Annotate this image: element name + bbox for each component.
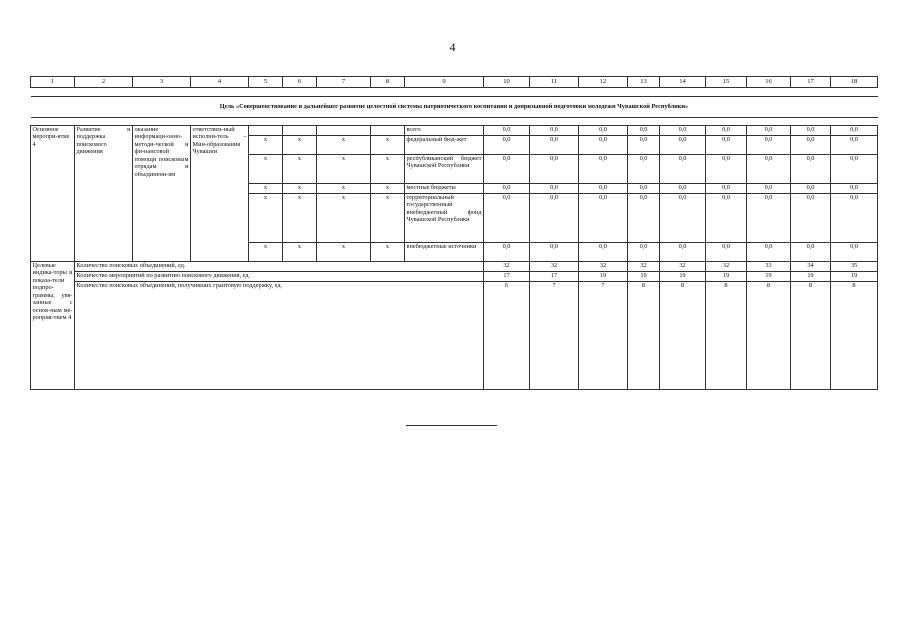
budget-code-cell <box>283 126 317 136</box>
funding-value: 0,0 <box>747 194 791 243</box>
funding-value: 0,0 <box>484 136 530 155</box>
header-cell: 1 <box>31 77 75 88</box>
budget-code-cell: x <box>371 184 405 194</box>
funding-source: внебюджетные источники <box>405 243 484 262</box>
funding-value: 0,0 <box>484 126 530 136</box>
budget-code-cell <box>249 126 283 136</box>
indicator-value: 19 <box>791 272 831 282</box>
indicator-name: Количество мероприятий по развитию поискового движения, ед. <box>75 272 484 282</box>
budget-code-cell: x <box>249 184 283 194</box>
funding-value: 0,0 <box>530 243 579 262</box>
indicator-value: 32 <box>530 262 579 272</box>
funding-source: федеральный бюд-жет <box>405 136 484 155</box>
funding-value: 0,0 <box>791 126 831 136</box>
funding-value: 0,0 <box>747 184 791 194</box>
indicator-value: 19 <box>831 272 878 282</box>
budget-code-cell: x <box>283 194 317 243</box>
indicator-value: 17 <box>530 272 579 282</box>
header-cell: 17 <box>791 77 831 88</box>
funding-value: 0,0 <box>628 126 660 136</box>
header-cell: 11 <box>530 77 579 88</box>
funding-row <box>31 126 878 136</box>
header-cell: 18 <box>831 77 878 88</box>
funding-value: 0,0 <box>706 136 747 155</box>
funding-value: 0,0 <box>579 243 628 262</box>
header-cell: 15 <box>706 77 747 88</box>
indicators-label: Целевые индика-торы и показа-тели подпро-граммы, увя-занные с основ-ным ме-роприя-тием 4 <box>31 262 75 390</box>
indicator-value: 6 <box>484 282 530 390</box>
header-cell: 10 <box>484 77 530 88</box>
indicator-name: Количество поисковых объединений, получивших грантовую поддержку, ед. <box>75 282 484 390</box>
funding-value: 0,0 <box>831 126 878 136</box>
indicator-value: 33 <box>747 262 791 272</box>
budget-code-cell: x <box>317 155 371 184</box>
indicator-value: 32 <box>579 262 628 272</box>
indicator-value: 7 <box>579 282 628 390</box>
funding-value: 0,0 <box>831 243 878 262</box>
indicator-row <box>31 262 878 272</box>
goal-title: Цель «Совершенствование и дальнейшее развитие целостной системы патриотического воспитания и допризывной подготовки молодежи Чувашской Республики» <box>31 97 878 118</box>
funding-value: 0,0 <box>628 136 660 155</box>
program-table <box>30 76 878 390</box>
budget-code-cell: x <box>249 243 283 262</box>
funding-source: республиканский бюджет Чувашской Республики <box>405 155 484 184</box>
funding-value: 0,0 <box>747 155 791 184</box>
indicator-value: 32 <box>660 262 706 272</box>
budget-code-cell: x <box>249 194 283 243</box>
indicator-value: 8 <box>660 282 706 390</box>
funding-value: 0,0 <box>628 155 660 184</box>
budget-code-cell: x <box>371 194 405 243</box>
budget-code-cell: x <box>283 184 317 194</box>
indicator-value: 32 <box>628 262 660 272</box>
funding-value: 0,0 <box>706 155 747 184</box>
funding-value: 0,0 <box>831 136 878 155</box>
funding-value: 0,0 <box>660 194 706 243</box>
budget-code-cell: x <box>317 194 371 243</box>
funding-value: 0,0 <box>791 243 831 262</box>
funding-value: 0,0 <box>831 155 878 184</box>
funding-source: всего <box>405 126 484 136</box>
budget-code-cell: x <box>317 243 371 262</box>
funding-value: 0,0 <box>831 194 878 243</box>
funding-source: территориальный государственный внебюджетный фонд Чувашской Республики <box>405 194 484 243</box>
budget-code-cell: x <box>317 136 371 155</box>
indicator-value: 19 <box>747 272 791 282</box>
funding-value: 0,0 <box>706 194 747 243</box>
header-cell: 13 <box>628 77 660 88</box>
header-cell: 12 <box>579 77 628 88</box>
funding-value: 0,0 <box>484 184 530 194</box>
funding-value: 0,0 <box>579 126 628 136</box>
budget-code-cell: x <box>283 155 317 184</box>
indicator-value: 19 <box>706 272 747 282</box>
header-cell: 9 <box>405 77 484 88</box>
funding-value: 0,0 <box>579 194 628 243</box>
event-name: Развитие и поддержка поискового движения <box>75 126 133 262</box>
indicator-value: 8 <box>747 282 791 390</box>
event-title: Основное меропри-ятие 4 <box>31 126 75 262</box>
funding-value: 0,0 <box>660 136 706 155</box>
end-separator-line <box>406 425 497 426</box>
indicator-value: 19 <box>628 272 660 282</box>
budget-code-cell: x <box>371 243 405 262</box>
indicator-value: 8 <box>706 282 747 390</box>
spacer <box>31 118 878 126</box>
indicator-row <box>31 282 878 390</box>
funding-value: 0,0 <box>831 184 878 194</box>
indicator-name: Количество поисковых объединений, ед. <box>75 262 484 272</box>
event-executor: ответствен-ный исполни-тель – Мин-образования Чувашии <box>191 126 249 262</box>
indicator-value: 19 <box>579 272 628 282</box>
funding-value: 0,0 <box>484 155 530 184</box>
header-cell: 5 <box>249 77 283 88</box>
indicator-value: 8 <box>831 282 878 390</box>
funding-value: 0,0 <box>530 155 579 184</box>
funding-value: 0,0 <box>791 184 831 194</box>
indicator-value: 35 <box>831 262 878 272</box>
header-cell: 8 <box>371 77 405 88</box>
funding-value: 0,0 <box>628 243 660 262</box>
funding-value: 0,0 <box>747 243 791 262</box>
indicator-value: 32 <box>706 262 747 272</box>
funding-value: 0,0 <box>628 184 660 194</box>
funding-value: 0,0 <box>660 184 706 194</box>
page-number: 4 <box>449 40 456 54</box>
indicator-value: 7 <box>530 282 579 390</box>
indicator-value: 34 <box>791 262 831 272</box>
indicator-row <box>31 272 878 282</box>
budget-code-cell: x <box>283 136 317 155</box>
indicator-value: 19 <box>660 272 706 282</box>
funding-value: 0,0 <box>660 243 706 262</box>
funding-value: 0,0 <box>791 194 831 243</box>
budget-code-cell: x <box>249 136 283 155</box>
budget-code-cell: x <box>371 155 405 184</box>
funding-source: местные бюджеты <box>405 184 484 194</box>
funding-value: 0,0 <box>747 126 791 136</box>
header-cell: 6 <box>283 77 317 88</box>
funding-value: 0,0 <box>660 126 706 136</box>
funding-value: 0,0 <box>484 194 530 243</box>
indicator-value: 32 <box>484 262 530 272</box>
funding-value: 0,0 <box>791 155 831 184</box>
funding-value: 0,0 <box>579 136 628 155</box>
funding-value: 0,0 <box>484 243 530 262</box>
funding-value: 0,0 <box>706 184 747 194</box>
header-cell: 16 <box>747 77 791 88</box>
budget-code-cell: x <box>317 184 371 194</box>
funding-value: 0,0 <box>628 194 660 243</box>
header-cell: 2 <box>75 77 133 88</box>
budget-code-cell <box>317 126 371 136</box>
header-cell: 14 <box>660 77 706 88</box>
header-cell: 4 <box>191 77 249 88</box>
funding-value: 0,0 <box>530 194 579 243</box>
funding-value: 0,0 <box>791 136 831 155</box>
budget-code-cell: x <box>283 243 317 262</box>
budget-code-cell: x <box>249 155 283 184</box>
header-cell: 3 <box>133 77 191 88</box>
indicator-value: 8 <box>791 282 831 390</box>
funding-value: 0,0 <box>579 184 628 194</box>
budget-code-cell: x <box>371 136 405 155</box>
funding-value: 0,0 <box>579 155 628 184</box>
funding-value: 0,0 <box>660 155 706 184</box>
indicator-value: 17 <box>484 272 530 282</box>
budget-code-cell <box>371 126 405 136</box>
funding-value: 0,0 <box>530 184 579 194</box>
header-cell: 7 <box>317 77 371 88</box>
funding-value: 0,0 <box>530 126 579 136</box>
funding-value: 0,0 <box>706 126 747 136</box>
funding-value: 0,0 <box>530 136 579 155</box>
goal-row <box>31 97 878 118</box>
event-description: оказание информаци-онно-методи-ческой и фи-нансовой помощи поисковым отрядам и объединени-ям <box>133 126 191 262</box>
indicator-value: 8 <box>628 282 660 390</box>
funding-value: 0,0 <box>706 243 747 262</box>
funding-value: 0,0 <box>747 136 791 155</box>
header-row <box>31 77 878 88</box>
spacer <box>31 88 878 97</box>
